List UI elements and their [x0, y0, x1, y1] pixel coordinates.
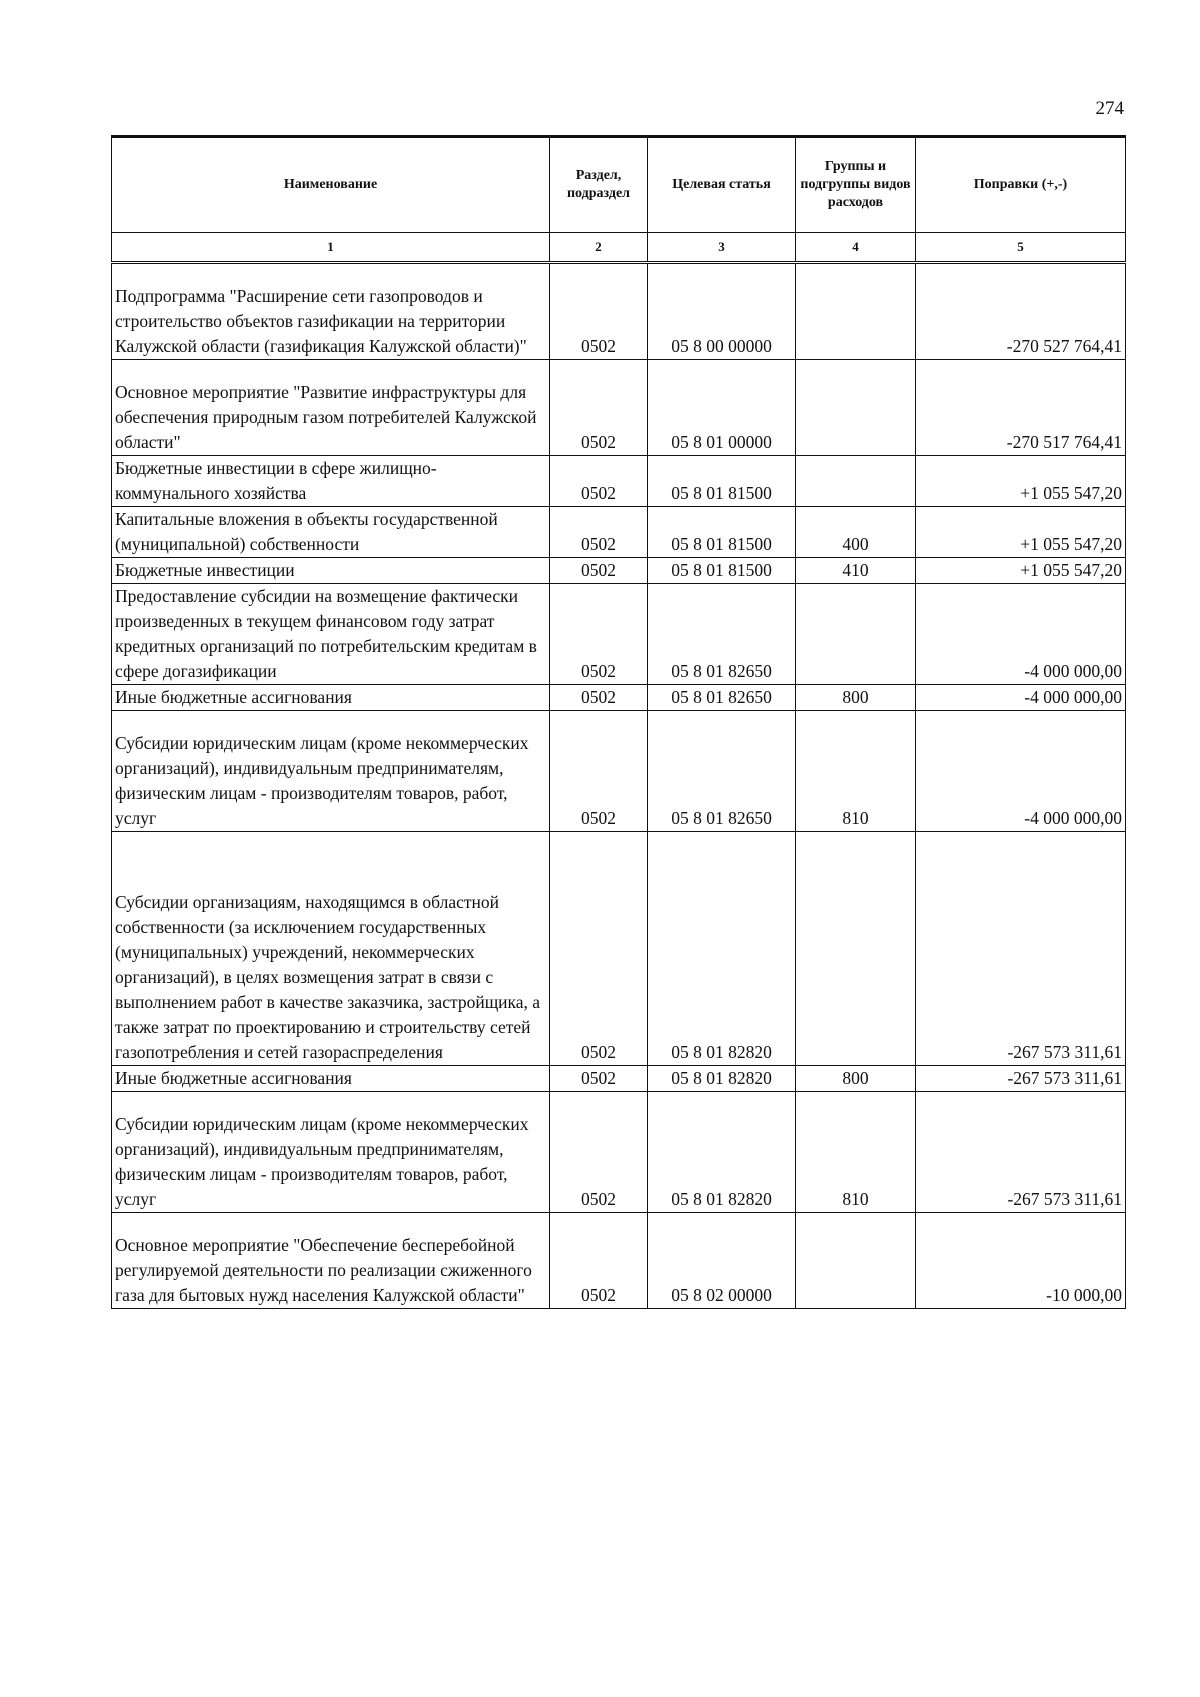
page-number: 274 [1095, 98, 1124, 119]
column-number: 2 [550, 233, 648, 263]
row-amount: -4 000 000,00 [916, 711, 1126, 832]
row-section: 0502 [550, 263, 648, 360]
header-row [112, 137, 1126, 233]
row-name: Иные бюджетные ассигнования [112, 1066, 550, 1092]
row-amount: -10 000,00 [916, 1213, 1126, 1309]
row-section: 0502 [550, 507, 648, 558]
table-row [112, 263, 1126, 360]
table-row [112, 711, 1126, 832]
budget-table [111, 135, 1126, 1309]
row-target: 05 8 01 81500 [648, 456, 796, 507]
table-row [112, 584, 1126, 685]
row-section: 0502 [550, 711, 648, 832]
row-section: 0502 [550, 685, 648, 711]
row-name: Иные бюджетные ассигнования [112, 685, 550, 711]
row-group [796, 832, 916, 1066]
row-name: Предоставление субсидии на возмещение фактически произведенных в текущем финансовом году затрат кредитных организаций по потребительским кредитам в сфере догазификации [112, 584, 550, 685]
row-group: 410 [796, 558, 916, 584]
row-amount: -4 000 000,00 [916, 584, 1126, 685]
header-target: Целевая статья [648, 137, 796, 233]
row-name: Субсидии организациям, находящимся в областной собственности (за исключением государственных (муниципальных) учреждений, некоммерческих организаций), в целях возмещения затрат в связи с выполнением работ в качестве заказчика, застройщика, а также затрат по проектированию и строительству сетей газопотребления и сетей газораспределения [112, 832, 550, 1066]
row-name: Подпрограмма "Расширение сети газопроводов и строительство объектов газификации на территории Калужской области (газификация Калужской области)" [112, 263, 550, 360]
row-section: 0502 [550, 558, 648, 584]
row-name: Субсидии юридическим лицам (кроме некоммерческих организаций), индивидуальным предпринимателям, физическим лицам - производителям товаров, работ, услуг [112, 711, 550, 832]
column-number-row [112, 233, 1126, 263]
row-group: 800 [796, 685, 916, 711]
row-name: Основное мероприятие "Развитие инфраструктуры для обеспечения природным газом потребителей Калужской области" [112, 360, 550, 456]
row-group [796, 456, 916, 507]
table-row [112, 1213, 1126, 1309]
row-group [796, 1213, 916, 1309]
row-amount: -267 573 311,61 [916, 1092, 1126, 1213]
row-section: 0502 [550, 1092, 648, 1213]
header-name: Наименование [112, 137, 550, 233]
row-name: Капитальные вложения в объекты государственной (муниципальной) собственности [112, 507, 550, 558]
row-target: 05 8 01 82820 [648, 1092, 796, 1213]
row-target: 05 8 01 82650 [648, 685, 796, 711]
row-name: Бюджетные инвестиции в сфере жилищно-коммунального хозяйства [112, 456, 550, 507]
column-number: 1 [112, 233, 550, 263]
column-number: 5 [916, 233, 1126, 263]
row-group [796, 584, 916, 685]
row-group [796, 263, 916, 360]
table-row [112, 832, 1126, 1066]
row-group: 800 [796, 1066, 916, 1092]
table-row [112, 685, 1126, 711]
table-row [112, 558, 1126, 584]
header-section: Раздел, подраздел [550, 137, 648, 233]
row-group: 810 [796, 1092, 916, 1213]
row-target: 05 8 01 82650 [648, 711, 796, 832]
row-section: 0502 [550, 584, 648, 685]
table-row [112, 360, 1126, 456]
column-number: 3 [648, 233, 796, 263]
row-amount: +1 055 547,20 [916, 507, 1126, 558]
row-amount: -267 573 311,61 [916, 832, 1126, 1066]
row-name: Субсидии юридическим лицам (кроме некоммерческих организаций), индивидуальным предпринимателям, физическим лицам - производителям товаров, работ, услуг [112, 1092, 550, 1213]
row-name: Основное мероприятие "Обеспечение бесперебойной регулируемой деятельности по реализации сжиженного газа для бытовых нужд населения Калужской области" [112, 1213, 550, 1309]
row-target: 05 8 01 81500 [648, 558, 796, 584]
row-group: 400 [796, 507, 916, 558]
row-target: 05 8 01 82820 [648, 832, 796, 1066]
row-section: 0502 [550, 832, 648, 1066]
row-target: 05 8 01 81500 [648, 507, 796, 558]
table-row [112, 1066, 1126, 1092]
row-name: Бюджетные инвестиции [112, 558, 550, 584]
row-target: 05 8 01 82820 [648, 1066, 796, 1092]
header-amount: Поправки (+,-) [916, 137, 1126, 233]
row-section: 0502 [550, 456, 648, 507]
row-target: 05 8 00 00000 [648, 263, 796, 360]
row-target: 05 8 01 82650 [648, 584, 796, 685]
row-section: 0502 [550, 1066, 648, 1092]
row-section: 0502 [550, 1213, 648, 1309]
column-number: 4 [796, 233, 916, 263]
row-section: 0502 [550, 360, 648, 456]
row-amount: -267 573 311,61 [916, 1066, 1126, 1092]
table-row [112, 456, 1126, 507]
row-amount: -270 527 764,41 [916, 263, 1126, 360]
row-group: 810 [796, 711, 916, 832]
table-row [112, 1092, 1126, 1213]
row-target: 05 8 02 00000 [648, 1213, 796, 1309]
row-target: 05 8 01 00000 [648, 360, 796, 456]
header-group: Группы и подгруппы видов расходов [796, 137, 916, 233]
row-group [796, 360, 916, 456]
row-amount: +1 055 547,20 [916, 558, 1126, 584]
row-amount: +1 055 547,20 [916, 456, 1126, 507]
row-amount: -4 000 000,00 [916, 685, 1126, 711]
row-amount: -270 517 764,41 [916, 360, 1126, 456]
table-row [112, 507, 1126, 558]
